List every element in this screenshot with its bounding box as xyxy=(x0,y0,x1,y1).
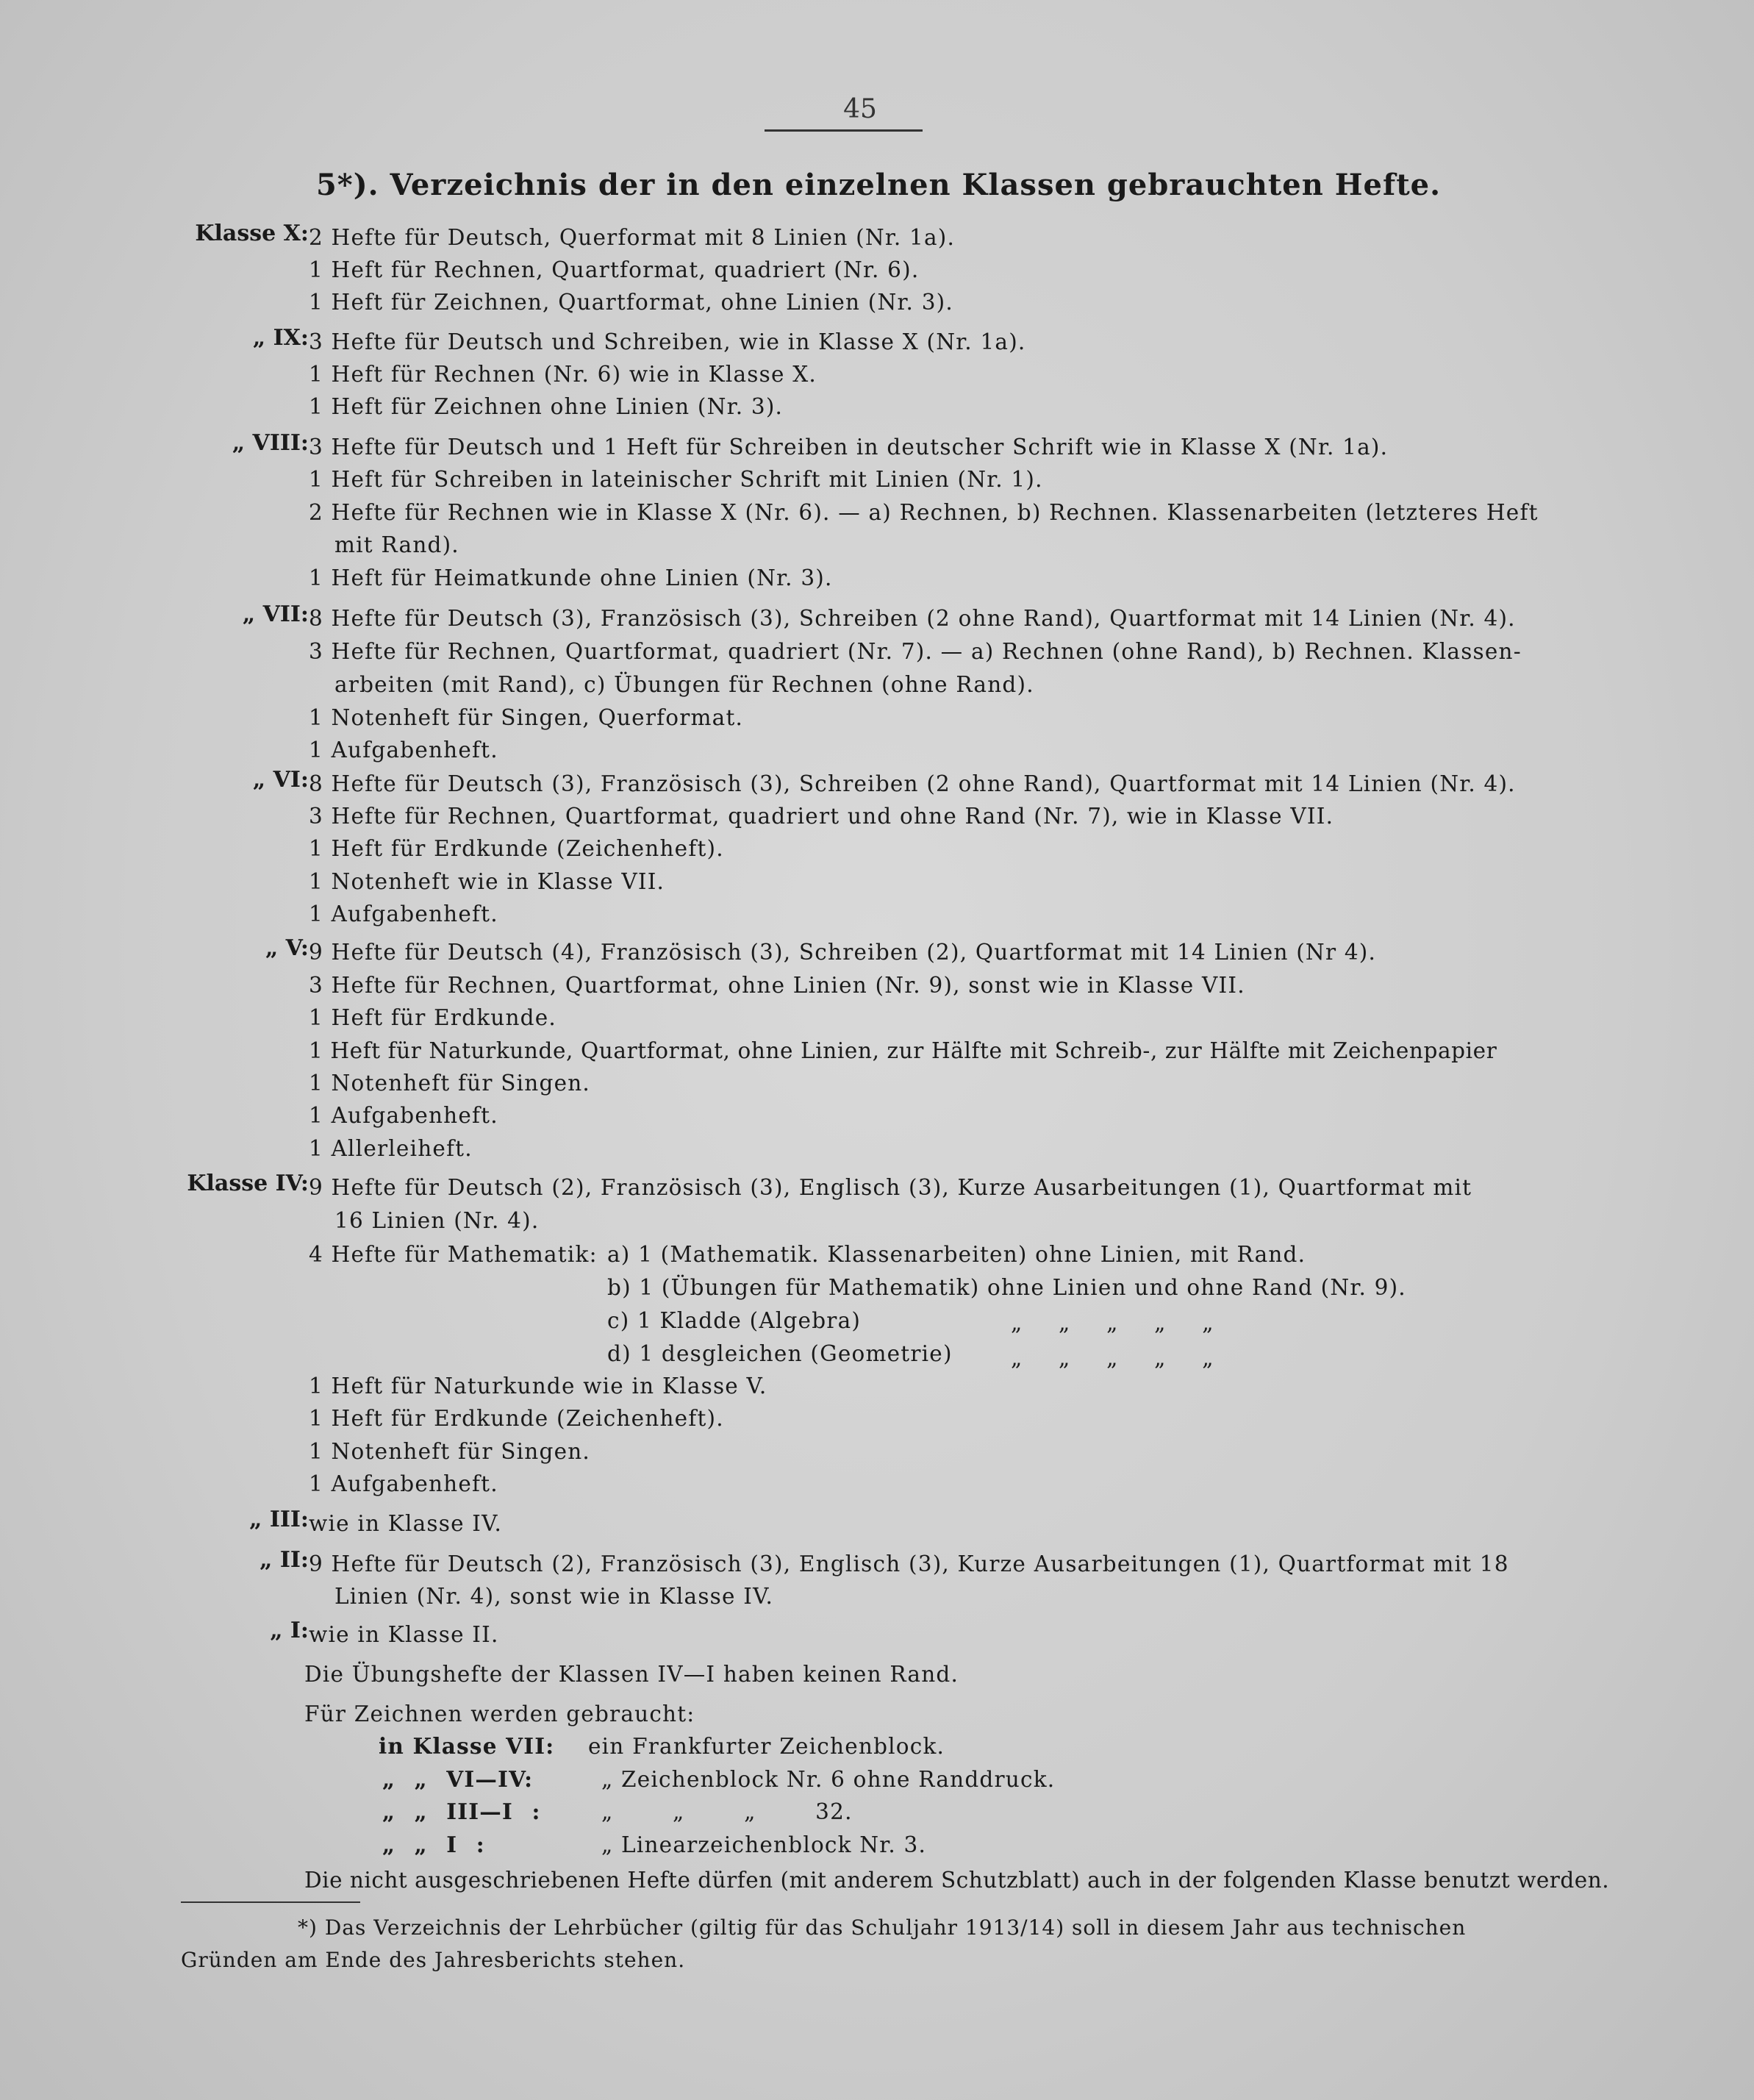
class-label-vi: „ VI: xyxy=(252,767,309,793)
class-x-line-2: 1 Heft für Rechnen, Quartformat, quadriert (Nr. 6). xyxy=(309,257,920,282)
class-v-line-7: 1 Allerleiheft. xyxy=(309,1136,473,1161)
class-label-ix: „ IX: xyxy=(252,325,309,351)
class-iv-math-a: a) 1 (Mathematik. Klassenarbeiten) ohne Linien, mit Rand. xyxy=(607,1242,1306,1267)
no-margin-note: Die Übungshefte der Klassen IV—I haben keinen Rand. xyxy=(304,1662,959,1687)
class-vii-line-4: 1 Notenheft für Singen, Querformat. xyxy=(309,705,744,730)
class-vii-line-1: 8 Hefte für Deutsch (3), Französisch (3), Schreiben (2 ohne Rand), Quartformat mit 14 Linien (Nr. 4). xyxy=(309,606,1516,631)
drawing-row-1-item: ein Frankfurter Zeichenblock. xyxy=(588,1734,945,1759)
class-vi-line-4: 1 Notenheft wie in Klasse VII. xyxy=(309,869,665,894)
class-v-line-2: 3 Hefte für Rechnen, Quartformat, ohne Linien (Nr. 9), sonst wie in Klasse VII. xyxy=(309,973,1245,998)
class-iv-line-after-1: 1 Heft für Naturkunde wie in Klasse V. xyxy=(309,1374,767,1399)
drawing-row-2-klasse: „ „ VI—IV: xyxy=(382,1766,534,1792)
class-v-line-1: 9 Hefte für Deutsch (4), Französisch (3), Schreiben (2), Quartformat mit 14 Linien (Nr 4). xyxy=(309,940,1377,965)
class-iv-line-after-4: 1 Aufgabenheft. xyxy=(309,1471,498,1496)
class-ii-line-2: Linien (Nr. 4), sonst wie in Klasse IV. xyxy=(334,1584,774,1609)
class-iv-math-intro: 4 Hefte für Mathematik: xyxy=(309,1242,598,1267)
footnote-line-2: Gründen am Ende des Jahresberichts stehen. xyxy=(181,1948,686,1972)
class-viii-line-4: mit Rand). xyxy=(334,532,459,557)
class-ii-line-1: 9 Hefte für Deutsch (2), Französisch (3), Englisch (3), Kurze Ausarbeitungen (1), Quartformat mit 18 xyxy=(309,1551,1509,1576)
class-ix-line-1: 3 Hefte für Deutsch und Schreiben, wie in Klasse X (Nr. 1a). xyxy=(309,329,1026,354)
class-label-ii: „ II: xyxy=(259,1547,309,1573)
class-iv-line-after-3: 1 Notenheft für Singen. xyxy=(309,1439,590,1464)
class-viii-line-1: 3 Hefte für Deutsch und 1 Heft für Schreiben in deutscher Schrift wie in Klasse X (Nr. 1a). xyxy=(309,435,1389,460)
drawing-row-3-item: „ „ „ 32. xyxy=(601,1799,853,1824)
drawing-row-4-klasse: „ „ I : xyxy=(382,1832,485,1857)
class-iv-line-after-2: 1 Heft für Erdkunde (Zeichenheft). xyxy=(309,1406,724,1431)
class-vii-line-5: 1 Aufgabenheft. xyxy=(309,738,498,762)
page-number-rule xyxy=(765,129,923,132)
class-iv-math-c: c) 1 Kladde (Algebra) xyxy=(607,1308,862,1333)
class-iv-math-d-ditto: „ „ „ „ „ xyxy=(1011,1346,1214,1371)
class-iv-math-b: b) 1 (Übungen für Mathematik) ohne Linien und ohne Rand (Nr. 9). xyxy=(607,1275,1406,1300)
class-v-line-4: 1 Heft für Naturkunde, Quartformat, ohne Linien, zur Hälfte mit Schreib-, zur Hälfte mit Zeichenpapier xyxy=(309,1038,1497,1063)
class-vi-line-3: 1 Heft für Erdkunde (Zeichenheft). xyxy=(309,836,724,861)
class-label-iii: „ III: xyxy=(249,1507,309,1532)
class-iv-line-1: 9 Hefte für Deutsch (2), Französisch (3), Englisch (3), Kurze Ausarbeitungen (1), Quartformat mit xyxy=(309,1175,1472,1200)
drawing-row-2-item: „ Zeichenblock Nr. 6 ohne Randdruck. xyxy=(601,1767,1056,1792)
class-label-i: „ I: xyxy=(270,1618,309,1643)
class-label-iv: Klasse IV: xyxy=(187,1171,309,1196)
closing-note: Die nicht ausgeschriebenen Hefte dürfen (mit anderem Schutzblatt) auch in der folgenden Klasse benutzt werden. xyxy=(304,1868,1610,1893)
class-vii-line-3: arbeiten (mit Rand), c) Übungen für Rechnen (ohne Rand). xyxy=(334,672,1034,697)
class-viii-line-3: 2 Hefte für Rechnen wie in Klasse X (Nr. 6). — a) Rechnen, b) Rechnen. Klassenarbeiten (letzteres Heft xyxy=(309,500,1539,525)
drawing-row-4-item: „ Linearzeichenblock Nr. 3. xyxy=(601,1832,927,1857)
class-ix-line-2: 1 Heft für Rechnen (Nr. 6) wie in Klasse X. xyxy=(309,362,817,387)
class-iv-math-c-ditto: „ „ „ „ „ xyxy=(1011,1310,1214,1335)
class-viii-line-5: 1 Heft für Heimatkunde ohne Linien (Nr. 3). xyxy=(309,565,833,590)
class-v-line-6: 1 Aufgabenheft. xyxy=(309,1103,498,1128)
class-x-line-1: 2 Hefte für Deutsch, Querformat mit 8 Linien (Nr. 1a). xyxy=(309,225,956,250)
class-label-vii: „ VII: xyxy=(242,601,309,627)
class-i-line-1: wie in Klasse II. xyxy=(309,1622,499,1647)
class-iv-line-2: 16 Linien (Nr. 4). xyxy=(334,1208,540,1233)
class-iv-math-d: d) 1 desgleichen (Geometrie) xyxy=(607,1341,953,1366)
class-label-v: „ V: xyxy=(265,935,309,961)
class-label-x: Klasse X: xyxy=(195,221,309,246)
footnote-line-1: *) Das Verzeichnis der Lehrbücher (giltig für das Schuljahr 1913/14) soll in diesem Jahr aus technischen xyxy=(298,1915,1467,1940)
class-x-line-3: 1 Heft für Zeichnen, Quartformat, ohne Linien (Nr. 3). xyxy=(309,290,953,315)
class-vi-line-2: 3 Hefte für Rechnen, Quartformat, quadriert und ohne Rand (Nr. 7), wie in Klasse VII. xyxy=(309,804,1334,829)
class-ix-line-3: 1 Heft für Zeichnen ohne Linien (Nr. 3). xyxy=(309,394,784,419)
drawing-row-3-klasse: „ „ III—I : xyxy=(382,1799,541,1824)
drawing-row-1-klasse: in Klasse VII: xyxy=(379,1733,555,1759)
class-iii-line-1: wie in Klasse IV. xyxy=(309,1511,503,1536)
page-heading: 5*). Verzeichnis der in den einzelnen Klassen gebrauchten Hefte. xyxy=(315,168,1442,202)
class-vii-line-2: 3 Hefte für Rechnen, Quartformat, quadriert (Nr. 7). — a) Rechnen (ohne Rand), b) Rechnen. Klassen- xyxy=(309,639,1522,664)
page-number: 45 xyxy=(843,94,877,124)
class-vi-line-1: 8 Hefte für Deutsch (3), Französisch (3), Schreiben (2 ohne Rand), Quartformat mit 14 Linien (Nr. 4). xyxy=(309,771,1516,796)
class-v-line-5: 1 Notenheft für Singen. xyxy=(309,1071,590,1096)
class-vi-line-5: 1 Aufgabenheft. xyxy=(309,901,498,926)
class-label-viii: „ VIII: xyxy=(232,430,309,456)
class-v-line-3: 1 Heft für Erdkunde. xyxy=(309,1005,556,1030)
class-viii-line-2: 1 Heft für Schreiben in lateinischer Schrift mit Linien (Nr. 1). xyxy=(309,467,1043,492)
footnote-rule xyxy=(181,1901,360,1903)
drawing-intro: Für Zeichnen werden gebraucht: xyxy=(304,1701,695,1726)
